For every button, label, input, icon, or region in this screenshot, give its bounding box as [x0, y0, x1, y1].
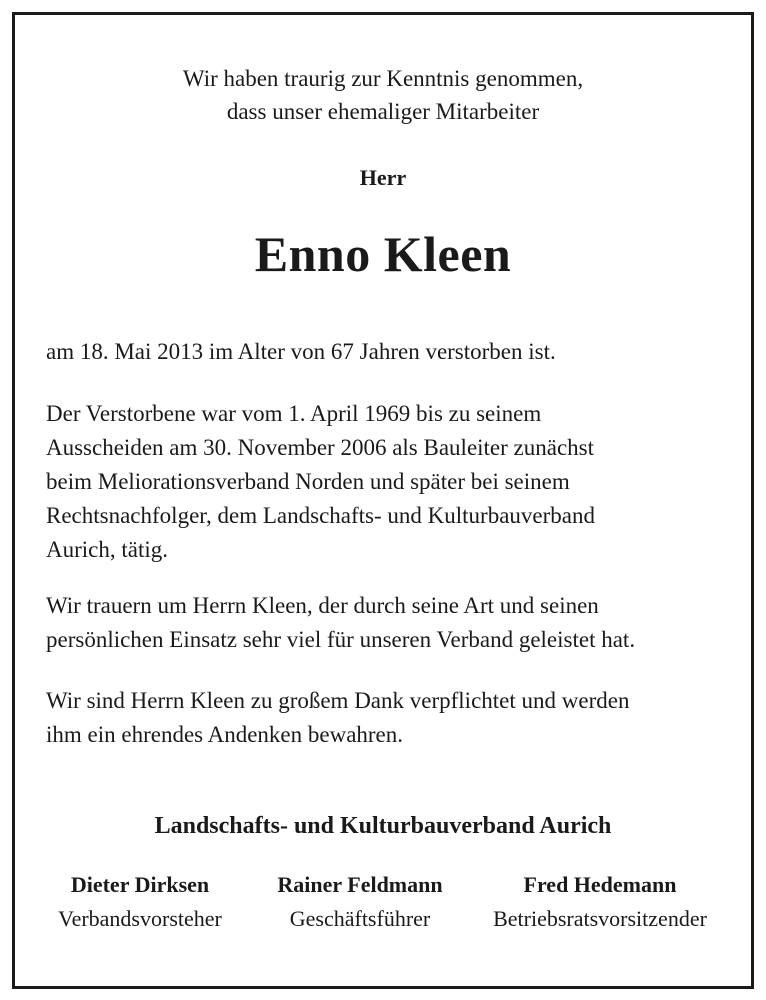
career-line: Aurich, tätig.	[46, 537, 168, 562]
career-line: Ausscheiden am 30. November 2006 als Bauleiter zunächst	[46, 435, 595, 460]
intro-line: dass unser ehemaliger Mitarbeiter	[226, 99, 540, 124]
mourning-line: persönlichen Einsatz sehr viel für unseren Verband geleistet hat.	[46, 627, 636, 652]
thanks-line: ihm ein ehrendes Andenken bewahren.	[46, 722, 404, 747]
signatory	[470, 870, 730, 938]
death-line: am 18. Mai 2013 im Alter von 67 Jahren verstorben ist.	[46, 339, 556, 364]
deceased-name: Enno Kleen	[254, 226, 512, 282]
thanks-paragraph	[46, 684, 726, 752]
mourning-line: Wir trauern um Herrn Kleen, der durch seine Art und seinen	[46, 593, 599, 618]
organization-name: Landschafts- und Kulturbauverband Aurich	[154, 813, 612, 839]
death-paragraph	[46, 335, 726, 369]
salutation: Herr	[359, 165, 407, 190]
career-paragraph	[46, 397, 726, 567]
signatory	[250, 870, 470, 938]
intro-text	[0, 62, 766, 128]
mourning-paragraph	[46, 589, 726, 657]
signatory-role: Verbandsvorsteher	[58, 906, 222, 931]
signatory-name: Dieter Dirksen	[70, 872, 210, 897]
signatory-name: Rainer Feldmann	[277, 872, 443, 897]
signatory-role: Geschäftsführer	[289, 906, 431, 931]
signatory-role: Betriebsratsvorsitzender	[493, 906, 707, 931]
signatory	[30, 870, 250, 938]
career-line: Der Verstorbene war vom 1. April 1969 bis zu seinem	[46, 401, 542, 426]
intro-line: Wir haben traurig zur Kenntnis genommen,	[182, 66, 584, 91]
career-line: Rechtsnachfolger, dem Landschafts- und Kulturbauverband	[46, 503, 595, 528]
thanks-line: Wir sind Herrn Kleen zu großem Dank verpflichtet und werden	[46, 688, 630, 713]
career-line: beim Meliorationsverband Norden und später bei seinem	[46, 469, 570, 494]
signatory-name: Fred Hedemann	[523, 872, 677, 897]
